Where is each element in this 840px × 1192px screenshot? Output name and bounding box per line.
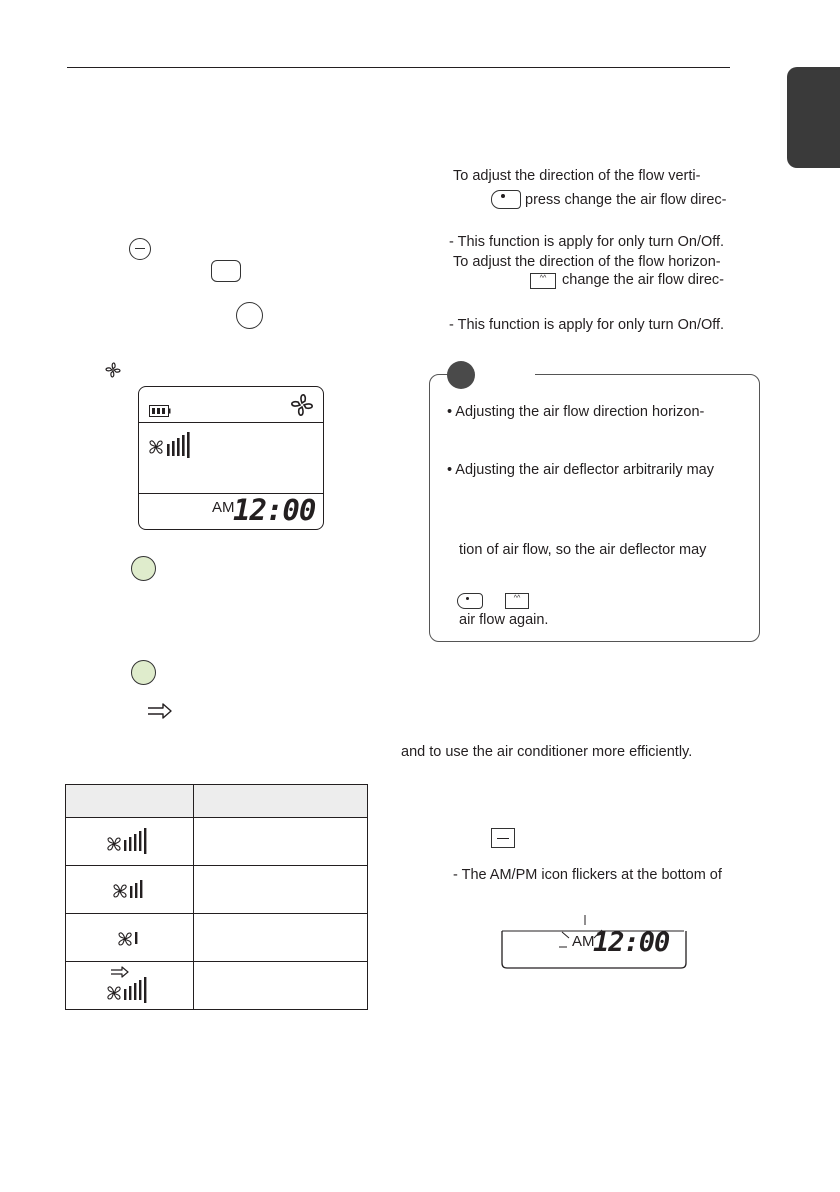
rect-button-icon bbox=[211, 260, 241, 282]
swing-vertical-button-icon bbox=[491, 190, 521, 209]
language-tab bbox=[787, 67, 840, 168]
small-lcd-time: 12:00 bbox=[593, 927, 670, 958]
table-row bbox=[66, 914, 368, 962]
minus-button-icon bbox=[129, 238, 151, 260]
table-row bbox=[66, 818, 368, 866]
table-cell bbox=[194, 962, 368, 1010]
note-bullet-1: • Adjusting the air flow direction horizon- bbox=[447, 404, 705, 420]
table-cell bbox=[194, 914, 368, 962]
table-cell bbox=[66, 818, 194, 866]
top-rule bbox=[67, 67, 730, 68]
table-cell bbox=[66, 914, 194, 962]
horizontal-airflow-line1: To adjust the direction of the flow horizon- bbox=[453, 254, 721, 270]
vertical-airflow-line2: press change the air flow direc- bbox=[525, 192, 727, 208]
swing-horizontal-button-icon: ^^ bbox=[505, 593, 529, 609]
fan-speed-low-icon bbox=[102, 921, 158, 955]
green-button-icon bbox=[131, 660, 156, 685]
table-cell bbox=[66, 866, 194, 914]
note-bullet-2: • Adjusting the air deflector arbitrarily may bbox=[447, 462, 714, 478]
table-row bbox=[66, 962, 368, 1010]
swing-horizontal-button-icon: ^^ bbox=[530, 273, 556, 289]
vertical-airflow-line1: To adjust the direction of the flow verti- bbox=[453, 168, 701, 184]
table-header-cell bbox=[194, 785, 368, 818]
table-cell bbox=[194, 866, 368, 914]
note-line-4: air flow again. bbox=[459, 612, 549, 628]
swing-vertical-button-icon bbox=[457, 593, 483, 609]
efficiency-line: and to use the air conditioner more efficiently. bbox=[401, 744, 693, 760]
table-header-cell bbox=[66, 785, 194, 818]
natural-wind-icon bbox=[102, 965, 158, 1007]
battery-icon bbox=[149, 405, 171, 417]
table-header-row bbox=[66, 785, 368, 818]
lcd-time: 12:00 bbox=[233, 493, 316, 527]
minus-square-button-icon bbox=[491, 828, 515, 848]
fan-icon bbox=[103, 360, 123, 380]
horizontal-airflow-line2: change the air flow direc- bbox=[562, 272, 724, 288]
ampm-note: - The AM/PM icon flickers at the bottom of bbox=[453, 867, 722, 883]
vertical-airflow-note: - This function is apply for only turn On/Off. bbox=[449, 234, 725, 250]
horizontal-airflow-note: - This function is apply for only turn On/Off. bbox=[449, 317, 725, 333]
round-button-icon bbox=[236, 302, 263, 329]
fan-speed-medium-icon bbox=[102, 873, 158, 907]
small-lcd-ampm: AM bbox=[572, 933, 595, 950]
fan-speed-table bbox=[65, 784, 368, 1010]
lcd-top-divider bbox=[139, 422, 323, 423]
natural-wind-arrow-icon bbox=[147, 703, 173, 719]
note-icon bbox=[447, 361, 475, 389]
fan-speed-high-icon bbox=[102, 825, 158, 859]
lcd-ampm: AM bbox=[212, 499, 235, 516]
fan-speed-icon bbox=[147, 430, 195, 464]
note-line-3: tion of air flow, so the air deflector may bbox=[459, 542, 707, 558]
green-button-icon bbox=[131, 556, 156, 581]
table-row bbox=[66, 866, 368, 914]
table-cell bbox=[66, 962, 194, 1010]
fan-icon bbox=[288, 391, 316, 419]
table-cell bbox=[194, 818, 368, 866]
